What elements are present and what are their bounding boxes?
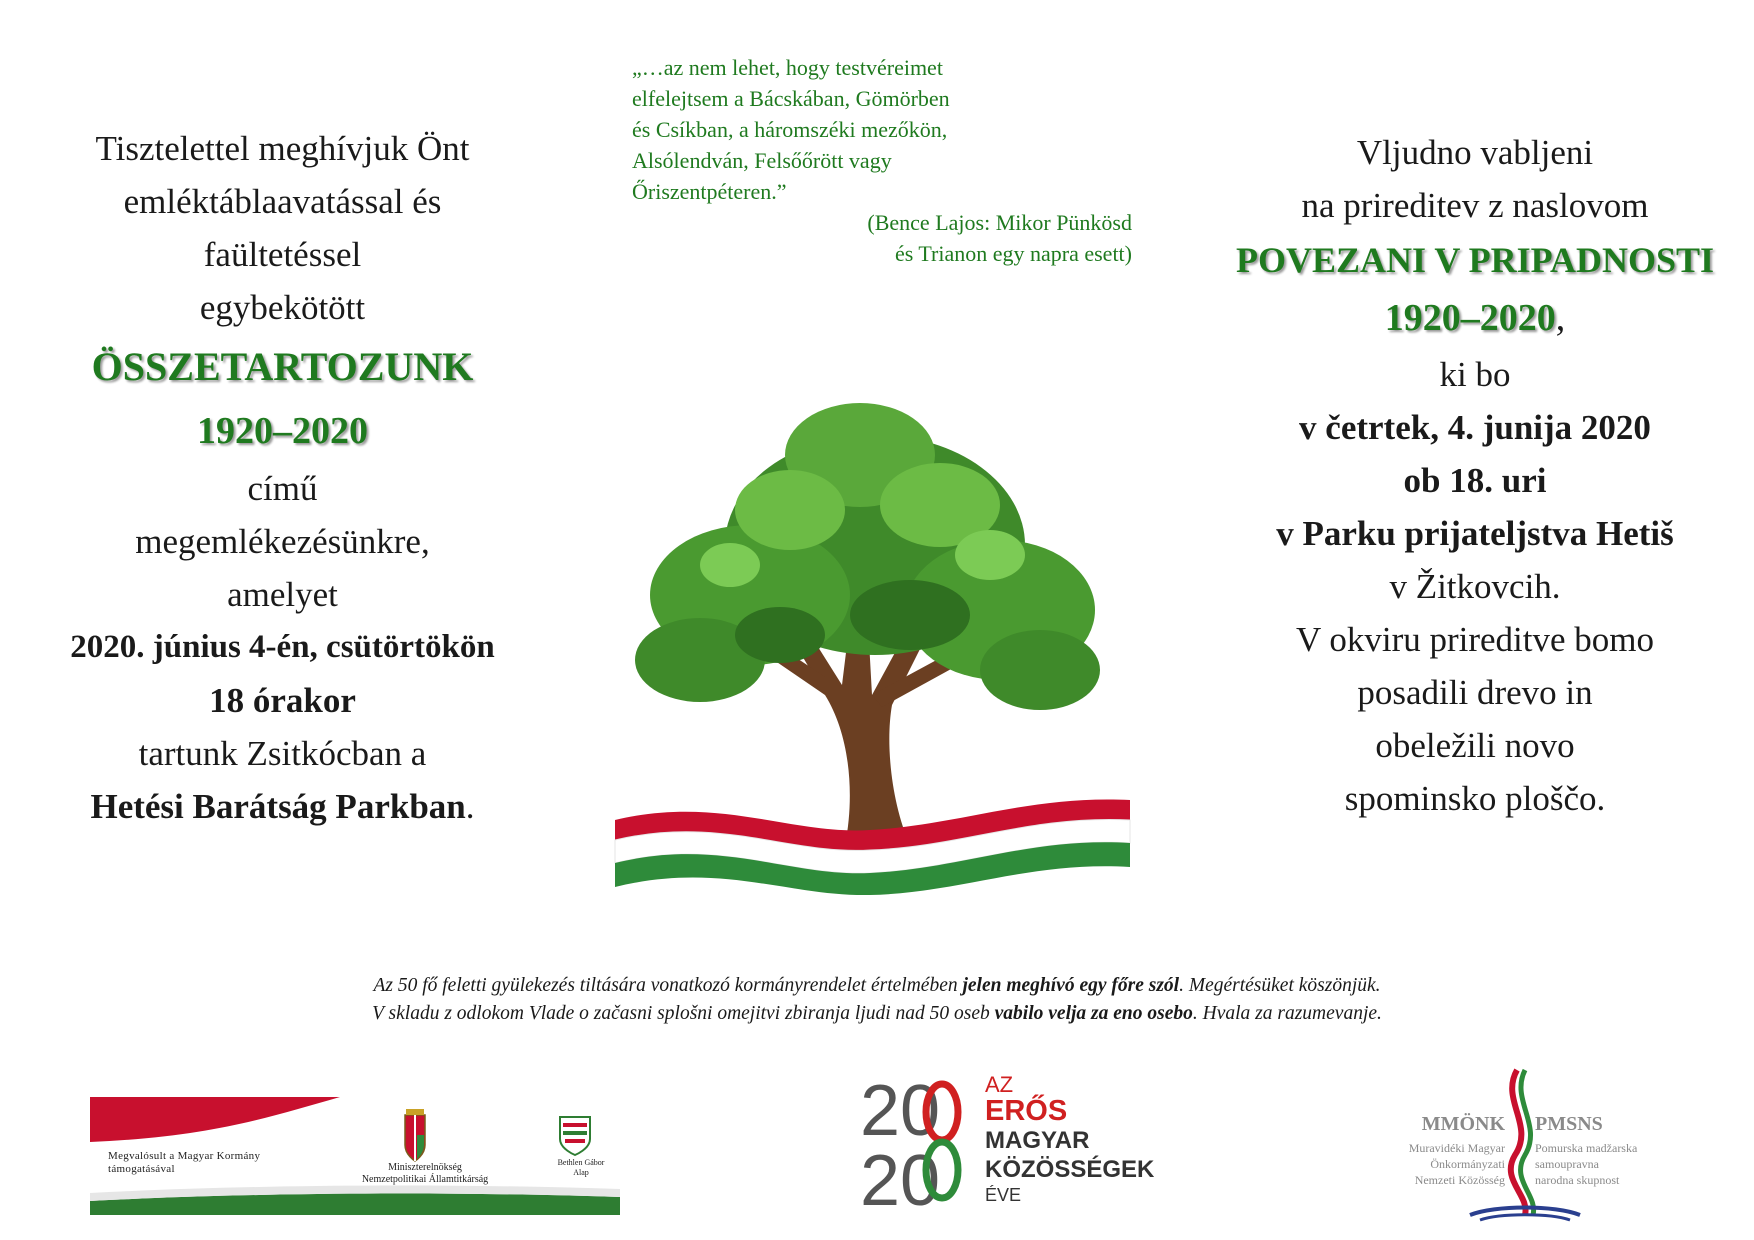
sponsor-line: támogatásával [108, 1163, 175, 1175]
ministry-line: Nemzetpolitikai Államtitkárság [361, 1174, 489, 1185]
quote-line: elfelejtsem a Bácskában, Gömörben [632, 86, 950, 111]
invitation-line: ki bo [1439, 355, 1511, 394]
invitation-line: posadili drevo in [1357, 673, 1593, 712]
notice-emphasis: jelen meghívó egy főre szól [962, 975, 1180, 996]
notice-emphasis: vabilo velja za eno osebo [994, 1003, 1193, 1024]
invitation-line: spominsko ploščo. [1344, 779, 1606, 818]
hungarian-invitation [20, 122, 545, 833]
eros-logo-words [985, 1073, 1154, 1206]
event-years: 1920–2020 [1384, 297, 1556, 339]
quote-line: „…az nem lehet, hogy testvéreimet [632, 55, 943, 80]
invitation-line: Tisztelettel meghívjuk Önt [95, 129, 470, 168]
event-years: 1920–2020 [197, 410, 368, 452]
invitation-line: obeležili novo [1375, 726, 1575, 765]
notice-text: . Hvala za razumevanje. [1192, 1003, 1382, 1024]
notice-text: V skladu z odlokom Vlade o začasni splošni omejitvi zbiranja ljudi nad 50 oseb [372, 1003, 995, 1024]
mmonk-subtitle [1360, 1140, 1505, 1188]
notice-text: Az 50 fő feletti gyülekezés tiltására vonatkozó kormányrendelet értelmében [373, 975, 963, 996]
bethlen-text [546, 1158, 616, 1178]
invitation-line: emléktáblaavatással és [123, 182, 442, 221]
event-years-line [1210, 288, 1740, 348]
eros-word: ERŐS [985, 1095, 1068, 1127]
invitation-line: Vljudno vabljeni [1356, 133, 1594, 172]
slovene-invitation [1210, 126, 1740, 825]
quote-block [632, 52, 1152, 269]
years-suffix: , [1555, 297, 1566, 339]
invitation-line: V okviru prireditve bomo [1295, 620, 1655, 659]
quote-source-line: és Trianon egy napra esett) [894, 241, 1132, 266]
mmonk-line: Muravidéki Magyar [1408, 1141, 1505, 1155]
event-title: POVEZANI V PRIPADNOSTI [1235, 240, 1715, 280]
invitation-line: egybekötött [199, 288, 366, 327]
mmonk-title: MMÖNK [1421, 1113, 1505, 1135]
invitation-line: faültetéssel [203, 235, 362, 274]
park-suffix: . [465, 787, 475, 826]
invitation-line: tartunk Zsitkócban a [138, 734, 427, 773]
ministry-line: Miniszterelnökség [388, 1162, 462, 1173]
pmsns-subtitle [1535, 1140, 1637, 1188]
pmsns-line: samoupravna [1535, 1157, 1599, 1171]
notice-hungarian [0, 972, 1754, 1000]
hungarian-coat-of-arms-icon [405, 1109, 425, 1161]
event-place-line [20, 780, 545, 833]
notice-text: . Megértésüket köszönjük. [1179, 975, 1381, 996]
eros-word: ÉVE [985, 1185, 1022, 1205]
sponsor-line: Megvalósult a Magyar Kormány [108, 1150, 261, 1162]
event-date: v četrtek, 4. junija 2020 [1299, 408, 1651, 447]
bethlen-line: Alap [573, 1168, 589, 1177]
eros-word: MAGYAR [985, 1127, 1090, 1154]
year-top-digits: 20 [860, 1071, 941, 1151]
pmsns-line: Pomurska madžarska [1535, 1141, 1638, 1155]
invitation-line: na prireditev z naslovom [1301, 186, 1649, 225]
event-time: 18 órakor [209, 681, 356, 720]
bethlen-line: Bethlen Gábor [557, 1158, 605, 1167]
ministry-text [325, 1162, 525, 1186]
year-bottom-digits: 20 [860, 1141, 941, 1210]
quote-line: Őriszentpéteren.” [632, 179, 787, 204]
event-time: ob 18. uri [1403, 461, 1547, 500]
event-place: v Žitkovcih. [1389, 567, 1561, 606]
tree-illustration [610, 395, 1140, 895]
notice-slovene [0, 1000, 1754, 1028]
pmsns-title: PMSNS [1535, 1113, 1603, 1135]
eros-magyar-kozossegek-logo [860, 1070, 985, 1210]
quote-source-line: (Bence Lajos: Mikor Pünkösd [867, 210, 1132, 235]
eros-word: KÖZÖSSÉGEK [985, 1156, 1155, 1183]
quote-line: Alsólendván, Felsőőrött vagy [632, 148, 892, 173]
event-park: Hetési Barátság Parkban [90, 787, 466, 826]
mmonk-line: Önkormányzati [1430, 1157, 1505, 1171]
bethlen-gabor-shield-icon [560, 1117, 590, 1155]
sponsor-text [108, 1150, 260, 1176]
invitation-line: című [247, 469, 318, 508]
pmsns-line: narodna skupnost [1535, 1173, 1620, 1187]
quote-line: és Csíkban, a háromszéki mezőkön, [632, 117, 948, 142]
eros-word: AZ [985, 1072, 1014, 1097]
invitation-line: amelyet [227, 575, 338, 614]
mmonk-line: Nemzeti Közösség [1414, 1173, 1505, 1187]
event-date: 2020. június 4-én, csütörtökön [70, 629, 495, 665]
attendance-notice [0, 972, 1754, 1028]
event-park: v Parku prijateljstva Hetiš [1276, 514, 1674, 553]
invitation-line: megemlékezésünkre, [135, 522, 430, 561]
event-title: ÖSSZETARTOZUNK [91, 344, 474, 389]
